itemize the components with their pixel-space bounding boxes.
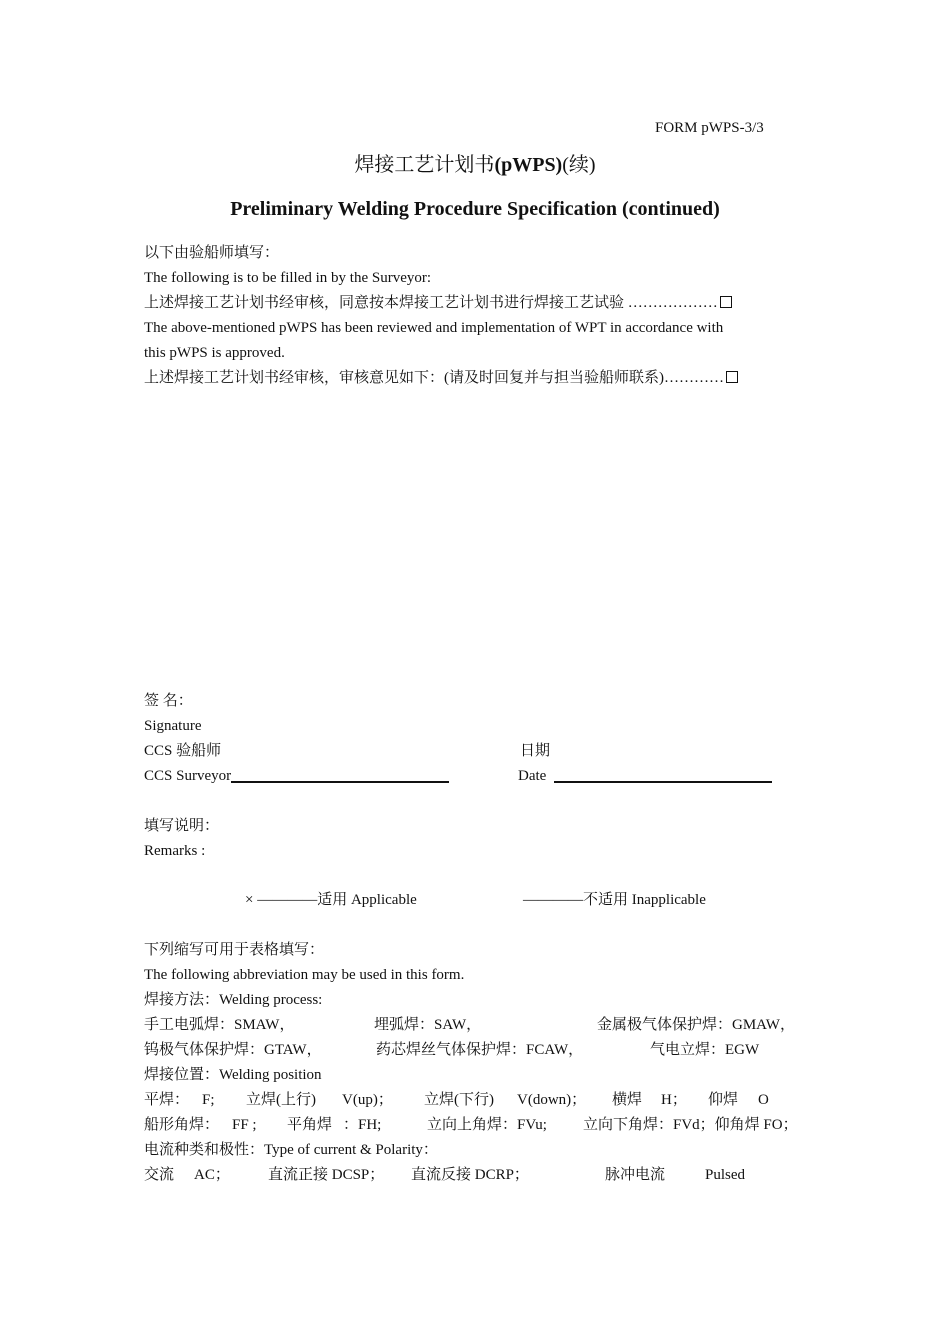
position-overhead-code: O (758, 1092, 769, 1108)
position-horizontal-code: H； (661, 1092, 687, 1108)
abbrev-heading-cn: 下列缩写可用于表格填写： (144, 942, 325, 958)
position-vdown-code: V(down)； (517, 1092, 587, 1108)
title-cn-suffix: (续) (562, 154, 596, 176)
process-smaw: 手工电弧焊：SMAW， (144, 1017, 295, 1033)
remarks-label-cn: 填写说明： (144, 818, 220, 834)
ccs-surveyor-en: CCS Surveyor (144, 768, 232, 784)
position-fvu: 立向上角焊：FVu; (427, 1117, 547, 1133)
page-title-en: Preliminary Welding Procedure Specification (continued) (230, 198, 720, 220)
approved-text-en-2: this pWPS is approved. (144, 345, 285, 361)
current-polarity-heading: 电流种类和极性：Type of current & Polarity： (144, 1142, 438, 1158)
date-label-en: Date (518, 768, 547, 784)
signature-label-cn: 签 名： (144, 693, 193, 709)
remarks-label-en: Remarks : (144, 843, 206, 859)
date-row (518, 766, 772, 786)
date-label-cn: 日期 (520, 743, 551, 759)
current-pulsed-code: Pulsed (705, 1167, 746, 1183)
comments-checkbox[interactable] (726, 371, 738, 383)
process-saw: 埋弧焊：SAW， (374, 1017, 482, 1033)
surveyor-signature-field[interactable] (231, 767, 449, 783)
position-flat-cn: 平焊： (144, 1092, 190, 1108)
position-overhead-cn: 仰焊 (708, 1092, 739, 1108)
current-ac-cn: 交流 (144, 1167, 175, 1183)
position-flat-code: F; (202, 1092, 215, 1108)
position-ff-cn: 船形角焊： (144, 1117, 220, 1133)
inapplicable-legend: ————不适用 Inapplicable (523, 892, 706, 908)
approved-text-en-1: The above-mentioned pWPS has been reviewed and implementation of WPT in accordance with (144, 320, 724, 336)
process-fcaw: 药芯焊丝气体保护焊：FCAW， (376, 1042, 584, 1058)
applicable-legend: × ————适用 Applicable (245, 892, 417, 908)
comments-option (144, 368, 738, 388)
process-egw: 气电立焊：EGW (650, 1042, 760, 1058)
surveyor-heading-en: The following is to be filled in by the Surveyor: (144, 270, 432, 286)
page-title-cn (0, 148, 950, 177)
current-dcrp: 直流反接 DCRP； (411, 1167, 529, 1183)
current-ac-code: AC； (194, 1167, 230, 1183)
comments-text-cn: 上述焊接工艺计划书经审核，审核意见如下：(请及时回复并与担当验船师联系) (144, 370, 664, 386)
position-fvd-fo: 立向下角焊：FVd；仰角焊 FO； (583, 1117, 798, 1133)
abbrev-heading-en: The following abbreviation may be used in this form. (144, 967, 465, 983)
ccs-surveyor-cn: CCS 验船师 (144, 743, 222, 759)
form-number: FORM pWPS-3/3 (655, 120, 764, 136)
welding-process-heading: 焊接方法：Welding process: (144, 992, 323, 1008)
comments-leader: ………… (664, 370, 724, 386)
date-field[interactable] (554, 767, 772, 783)
approved-leader: ……………… (624, 295, 718, 311)
welding-position-heading: 焊接位置：Welding position (144, 1067, 322, 1083)
approved-option (144, 293, 732, 313)
position-fh-cn: 平角焊 (287, 1117, 333, 1133)
process-gmaw: 金属极气体保护焊：GMAW， (597, 1017, 795, 1033)
current-dcsp: 直流正接 DCSP； (268, 1167, 385, 1183)
approved-checkbox[interactable] (720, 296, 732, 308)
ccs-surveyor-row (144, 766, 449, 786)
position-ff-code: FF ; (232, 1117, 257, 1133)
position-vdown-cn: 立焊(下行) (424, 1092, 494, 1108)
approved-text-cn: 上述焊接工艺计划书经审核，同意按本焊接工艺计划书进行焊接工艺试验 (144, 295, 625, 311)
position-vup-cn: 立焊(上行) (246, 1092, 316, 1108)
current-pulsed-cn: 脉冲电流 (605, 1167, 666, 1183)
surveyor-heading-cn: 以下由验船师填写： (144, 245, 280, 261)
position-fh-code: ：FH; (343, 1117, 382, 1133)
position-vup-code: V(up)； (342, 1092, 393, 1108)
signature-label-en: Signature (144, 718, 202, 734)
process-gtaw: 钨极气体保护焊：GTAW， (144, 1042, 322, 1058)
title-cn-bold: (pWPS) (494, 154, 563, 176)
title-cn-prefix: 焊接工艺计划书 (354, 154, 495, 176)
position-horizontal-cn: 横焊 (612, 1092, 643, 1108)
